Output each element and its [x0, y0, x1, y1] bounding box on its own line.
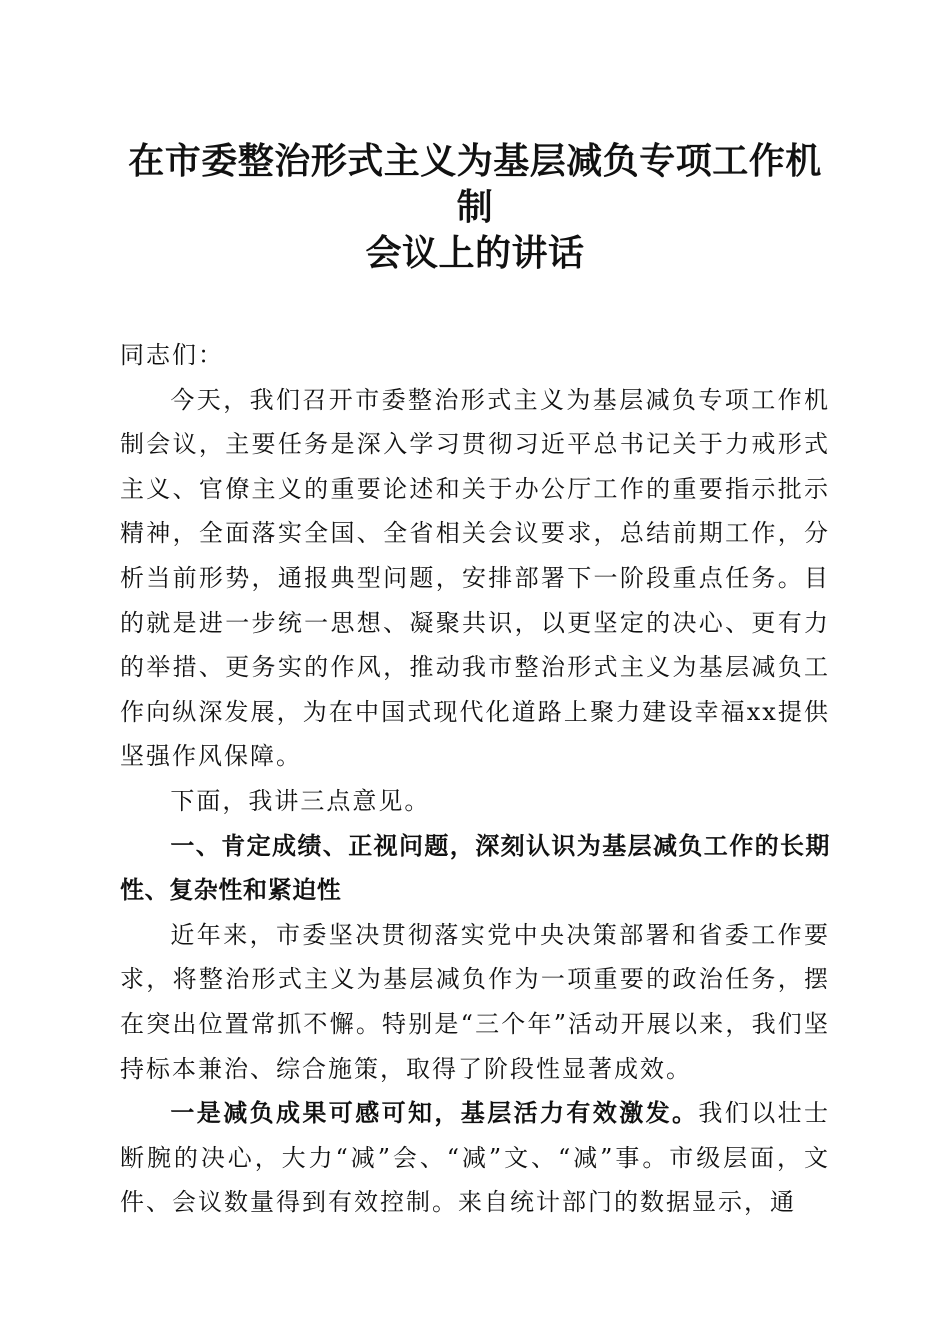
paragraph-point-1: [120, 1091, 830, 1225]
point-1-lead: 一是减负成果可感可知，基层活力有效激发。: [170, 1098, 699, 1128]
paragraph-achievements: 近年来，市委坚决贯彻落实党中央决策部署和省委工作要求，将整治形式主义为基层减负作为一项重要的政治任务，摆在突出位置常抓不懈。特别是“三个年”活动开展以来，我们坚持标本兼治、综合施策，取得了阶段性显著成效。: [120, 920, 830, 1083]
paragraph-outline: 下面，我讲三点意见。: [170, 786, 431, 815]
point-1-text: 我们以壮士断腕的决心，大力“减”会、“减”文、“减”事。市级层面，文件、会议数量得到有效控制。来自统计部门的数据显示，通: [120, 1099, 831, 1217]
salutation: 同志们：: [120, 341, 224, 369]
document-title: [114, 138, 836, 276]
document-body: [120, 333, 830, 1225]
title-line-1: 在市委整治形式主义为基层减负专项工作机制: [128, 140, 822, 228]
section-heading-1: 一、肯定成绩、正视问题，深刻认识为基层减负工作的长期性、复杂性和紧迫性: [120, 831, 830, 905]
paragraph-intro: 今天，我们召开市委整治形式主义为基层减负专项工作机制会议，主要任务是深入学习贯彻习近平总书记关于力戒形式主义、官僚主义的重要论述和关于办公厅工作的重要指示批示精神，全面落实全国、全省相关会议要求，总结前期工作，分析当前形势，通报典型问题，安排部署下一阶段重点任务。目的就是进一步统一思想、凝聚共识，以更坚定的决心、更有力的举措、更务实的作风，推动我市整治形式主义为基层减负工作向纵深发展，为在中国式现代化道路上聚力建设幸福xx提供坚强作风保障。: [120, 385, 830, 771]
title-line-2: 会议上的讲话: [365, 232, 585, 274]
